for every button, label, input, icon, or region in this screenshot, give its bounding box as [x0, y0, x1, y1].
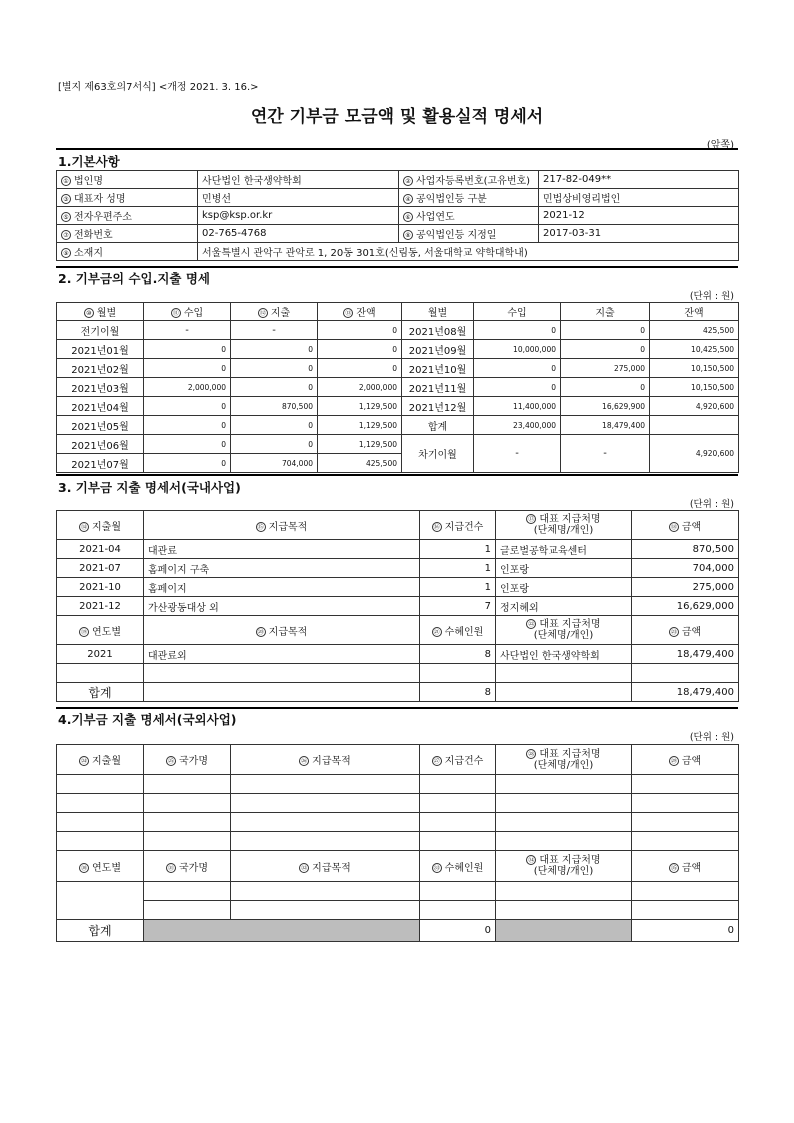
payee-cell: 글로벌공학교육센터: [496, 540, 632, 559]
month-cell: 2021년02월: [57, 359, 144, 378]
circle-number: ㉞: [528, 857, 535, 864]
income-cell: 0: [144, 340, 231, 359]
expense-cell: 704,000: [231, 454, 318, 473]
domestic-row: [57, 578, 739, 597]
circle-number: ⑦: [61, 230, 71, 240]
month-cell: 2021-07: [57, 559, 144, 578]
month-cell: 2021년01월: [57, 340, 144, 359]
total-amount: 0: [632, 920, 739, 942]
form-reference: [별지 제63호의7서식] <개정 2021. 3. 16.>: [58, 82, 259, 93]
income-row: [57, 397, 739, 416]
field-label: [399, 171, 539, 189]
circle-number: ⑱: [670, 523, 677, 531]
section-income-title: 2. 기부금의 수입.지출 명세: [58, 271, 211, 286]
expense-cell: 0: [231, 416, 318, 435]
col-header-income-2: 수입: [474, 303, 561, 321]
section-foreign-title: 4.기부금 지출 명세서(국외사업): [58, 712, 237, 727]
balance-cell: 0: [318, 340, 402, 359]
circle-number: ㉙: [670, 758, 677, 765]
circle-number: ⑫: [259, 310, 266, 317]
page-title: 연간 기부금 모금액 및 활용실적 명세서: [250, 107, 544, 127]
amount-cell: 704,000: [632, 559, 739, 578]
month-cell: 전기이월: [57, 321, 144, 340]
col-header-month: 지출월: [92, 756, 121, 767]
page-side-label: (앞쪽): [706, 140, 734, 151]
col-header-income: 수입: [183, 308, 204, 319]
address-value: 서울특별시 관악구 관악로 1, 20동 301호(신림동, 서울대학교 약학대학내): [198, 243, 739, 261]
field-label-text: 전화번호: [74, 230, 113, 241]
carryover-expense: -: [561, 435, 650, 473]
balance-cell: 2,000,000: [318, 378, 402, 397]
col-header-count: 지급건수: [444, 521, 484, 533]
field-value: 2021-12: [539, 207, 739, 225]
income-cell: 0: [144, 359, 231, 378]
total-amount: 18,479,400: [632, 683, 739, 702]
col-header-balance-2: 잔액: [650, 303, 739, 321]
income-row: [57, 416, 739, 435]
domestic-year-row: [57, 645, 739, 664]
expense-cell: 870,500: [231, 397, 318, 416]
income-cell: 0: [474, 378, 561, 397]
field-label-text: 사업연도: [416, 212, 455, 223]
domestic-row: [57, 559, 739, 578]
col-header-country: 국가명: [179, 756, 208, 767]
total-label: 합계: [57, 920, 144, 942]
month-cell: 2021년04월: [57, 397, 144, 416]
month-cell: 2021-04: [57, 540, 144, 559]
col-header-payee-sub: (단체명/개인): [533, 630, 594, 641]
foreign-table: [56, 744, 739, 942]
circle-number: ㉓: [670, 628, 677, 636]
circle-number: ⑪: [172, 310, 179, 317]
amount-cell: 18,479,400: [632, 645, 739, 664]
income-cell: 0: [144, 435, 231, 454]
purpose-cell: 대관료외: [144, 645, 420, 664]
field-value: 사단법인 한국생약학회: [198, 171, 399, 189]
field-value: ksp@ksp.or.kr: [198, 207, 399, 225]
income-cell: 0: [144, 416, 231, 435]
foreign-unit: (단위 : 원): [689, 732, 734, 743]
balance-cell: 425,500: [318, 454, 402, 473]
income-row: [57, 359, 739, 378]
month-cell: 2021-10: [57, 578, 144, 597]
col-header-month: 월별: [96, 308, 117, 319]
circle-number: ⑨: [61, 248, 71, 258]
purpose-cell: 대관료: [144, 540, 420, 559]
col-header-month: 지출월: [92, 521, 121, 533]
income-table: [56, 302, 739, 473]
carryover-income: -: [474, 435, 561, 473]
field-label: [57, 189, 198, 207]
balance-cell: 10,150,500: [650, 378, 739, 397]
balance-cell: 1,129,500: [318, 435, 402, 454]
col-header-purpose: 지급목적: [268, 521, 308, 533]
col-header-payee-sub: (단체명/개인): [533, 525, 594, 536]
income-cell: 2,000,000: [144, 378, 231, 397]
year-cell: 2021: [57, 645, 144, 664]
basic-info-row: [57, 189, 739, 207]
field-label: [399, 225, 539, 243]
col-header-amount: 금액: [681, 521, 702, 533]
field-label: [57, 207, 198, 225]
col-header-payee: 대표 지급처명: [539, 855, 601, 866]
balance-cell: 0: [318, 321, 402, 340]
month-cell: 2021-12: [57, 597, 144, 616]
field-label: [399, 189, 539, 207]
field-value: 02-765-4768: [198, 225, 399, 243]
month-cell: 2021년03월: [57, 378, 144, 397]
month-cell: 2021년10월: [402, 359, 474, 378]
expense-cell: -: [231, 321, 318, 340]
circle-number: ㉕: [167, 758, 174, 765]
expense-cell: 18,479,400: [561, 416, 650, 435]
circle-number: ④: [403, 194, 413, 204]
circle-number: ⑥: [403, 212, 413, 222]
count-cell: 7: [420, 597, 496, 616]
basic-info-row: [57, 225, 739, 243]
balance-cell: 1,129,500: [318, 416, 402, 435]
field-label-text: 법인명: [74, 176, 103, 187]
basic-info-row: [57, 207, 739, 225]
field-value: 2017-03-31: [539, 225, 739, 243]
address-label: 소재지: [74, 248, 103, 259]
purpose-cell: 가산광동대상 외: [144, 597, 420, 616]
expense-cell: 0: [231, 378, 318, 397]
circle-number: ㉗: [433, 758, 440, 765]
count-cell: 1: [420, 578, 496, 597]
circle-number: ㉜: [301, 864, 308, 872]
expense-cell: 275,000: [561, 359, 650, 378]
col-header-beneficiaries: 수혜인원: [444, 862, 484, 874]
expense-cell: 0: [561, 378, 650, 397]
circle-number: ⑲: [80, 628, 87, 636]
expense-cell: 16,629,900: [561, 397, 650, 416]
field-value: 민법상비영리법인: [539, 189, 739, 207]
balance-cell: 425,500: [650, 321, 739, 340]
field-label-text: 전자우편주소: [74, 212, 132, 223]
circle-number: ㉛: [167, 864, 174, 872]
income-cell: 0: [474, 321, 561, 340]
month-cell: 2021년05월: [57, 416, 144, 435]
col-header-country: 국가명: [179, 862, 208, 874]
income-cell: 10,000,000: [474, 340, 561, 359]
amount-cell: 870,500: [632, 540, 739, 559]
basic-info-row: [57, 171, 739, 189]
balance-cell: 0: [318, 359, 402, 378]
expense-cell: 0: [561, 321, 650, 340]
circle-number: ⑰: [528, 516, 535, 523]
col-header-purpose: 지급목적: [312, 756, 351, 767]
col-header-expense-2: 지출: [561, 303, 650, 321]
balance-cell: 4,920,600: [650, 397, 739, 416]
circle-number: ⑭: [80, 523, 87, 531]
total-count: 0: [420, 920, 496, 942]
circle-number: ①: [61, 176, 71, 186]
income-cell: 11,400,000: [474, 397, 561, 416]
income-cell: 0: [144, 454, 231, 473]
circle-number: ㉝: [433, 864, 440, 872]
col-header-payee: 대표 지급처명: [539, 619, 601, 630]
income-cell: 0: [144, 397, 231, 416]
col-header-payee-sub: (단체명/개인): [533, 759, 594, 771]
field-label: [57, 225, 198, 243]
circle-number: ⑧: [403, 230, 413, 240]
month-cell: 2021년08월: [402, 321, 474, 340]
circle-number: ②: [403, 176, 413, 186]
col-header-payee: 대표 지급처명: [539, 748, 601, 760]
month-cell: 2021년06월: [57, 435, 144, 454]
col-header-year: 연도별: [92, 626, 121, 638]
col-header-amount: 금액: [681, 626, 702, 638]
col-header-count: 지급건수: [444, 756, 484, 767]
count-cell: 8: [420, 645, 496, 664]
circle-number: ㉘: [528, 750, 535, 758]
field-value: 217-82-049**: [539, 171, 739, 189]
total-label: 합계: [57, 683, 144, 702]
section-domestic-title: 3. 기부금 지출 명세서(국내사업): [58, 480, 241, 495]
income-unit: (단위 : 원): [689, 291, 734, 302]
purpose-cell: 홈페이지 구축: [144, 559, 420, 578]
income-row: [57, 378, 739, 397]
expense-cell: 0: [231, 340, 318, 359]
balance-cell: 1,129,500: [318, 397, 402, 416]
circle-number: ⑮: [257, 523, 264, 531]
col-header-amount: 금액: [681, 862, 702, 874]
month-cell: 2021년11월: [402, 378, 474, 397]
col-header-balance: 잔액: [356, 308, 376, 319]
domestic-table: [56, 510, 739, 702]
carryover-balance: 4,920,600: [650, 435, 739, 473]
domestic-total-row: [57, 683, 739, 702]
payee-cell: 인포랑: [496, 578, 632, 597]
col-header-purpose: 지급목적: [312, 862, 351, 874]
income-row: [57, 340, 739, 359]
circle-number: ㉚: [80, 864, 87, 872]
amount-cell: 16,629,000: [632, 597, 739, 616]
balance-cell: 10,150,500: [650, 359, 739, 378]
month-cell: 2021년12월: [402, 397, 474, 416]
income-cell: -: [144, 321, 231, 340]
circle-number: ⑤: [61, 212, 71, 222]
payee-cell: 인포랑: [496, 559, 632, 578]
income-row: [57, 435, 739, 454]
basic-info-table: [56, 170, 739, 261]
col-header-beneficiaries: 수혜인원: [444, 626, 484, 638]
expense-cell: 0: [561, 340, 650, 359]
circle-number: ⑳: [257, 628, 264, 636]
field-label-text: 공익법인등 구분: [416, 194, 487, 205]
field-label: [399, 207, 539, 225]
domestic-row: [57, 540, 739, 559]
col-header-payee-sub: (단체명/개인): [533, 866, 594, 877]
count-cell: 1: [420, 540, 496, 559]
circle-number: ⑯: [433, 523, 440, 531]
payee-cell: 사단법인 한국생약학회: [496, 645, 632, 664]
circle-number: ㉔: [80, 758, 87, 765]
balance-cell: [650, 416, 739, 435]
income-row: [57, 321, 739, 340]
carryover-label: 차기이월: [402, 435, 474, 473]
col-header-month-2: 월별: [402, 303, 474, 321]
circle-number: ㉑: [433, 628, 440, 636]
field-label-text: 대표자 성명: [74, 194, 126, 205]
circle-number: ㉟: [670, 864, 677, 872]
col-header-payee: 대표 지급처명: [539, 514, 601, 525]
field-label-text: 사업자등록번호(고유번호): [416, 176, 531, 187]
foreign-total-row: [57, 920, 739, 942]
balance-cell: 10,425,500: [650, 340, 739, 359]
expense-cell: 0: [231, 359, 318, 378]
payee-cell: 정지혜외: [496, 597, 632, 616]
domestic-row: [57, 597, 739, 616]
income-cell: 23,400,000: [474, 416, 561, 435]
income-cell: 0: [474, 359, 561, 378]
month-cell: 2021년09월: [402, 340, 474, 359]
count-cell: 1: [420, 559, 496, 578]
circle-number: ⑬: [345, 310, 352, 317]
circle-number: ㉒: [528, 621, 535, 628]
total-count: 8: [420, 683, 496, 702]
domestic-unit: (단위 : 원): [689, 499, 734, 510]
expense-cell: 0: [231, 435, 318, 454]
month-cell: 2021년07월: [57, 454, 144, 473]
amount-cell: 275,000: [632, 578, 739, 597]
purpose-cell: 홈페이지: [144, 578, 420, 597]
field-label-text: 공익법인등 지정일: [416, 230, 497, 241]
section-basic-title: 1.기본사항: [58, 154, 120, 169]
field-value: 민병선: [198, 189, 399, 207]
circle-number: ㉖: [301, 758, 308, 765]
circle-number: ⑩: [84, 308, 94, 318]
col-header-expense: 지출: [270, 308, 291, 319]
col-header-year: 연도별: [92, 862, 121, 874]
address-label-cell: [57, 243, 198, 261]
col-header-purpose: 지급목적: [268, 626, 308, 638]
month-cell: 합계: [402, 416, 474, 435]
col-header-amount: 금액: [681, 756, 702, 767]
circle-number: ③: [61, 194, 71, 204]
field-label: [57, 171, 198, 189]
